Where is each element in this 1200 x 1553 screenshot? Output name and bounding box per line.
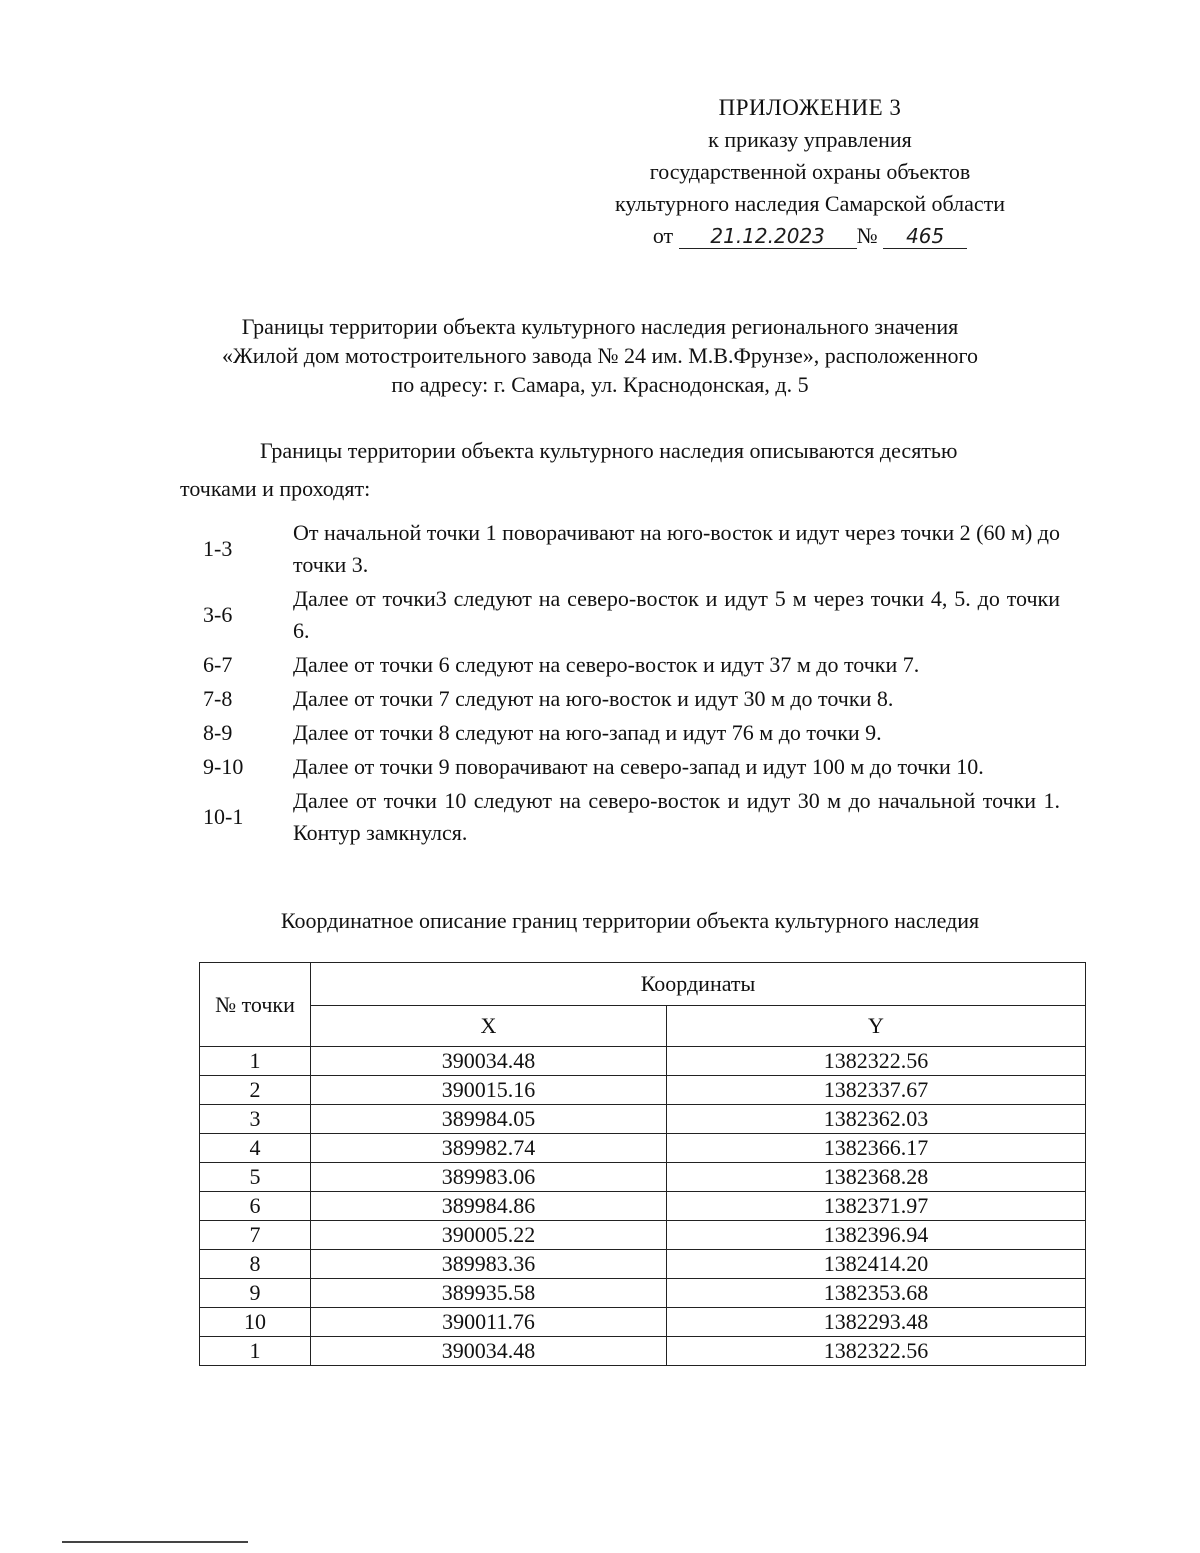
step-text: Далее от точки 7 следуют на юго-восток и идут 30 м до точки 8.	[293, 686, 894, 711]
cell-x: 389984.86	[311, 1192, 667, 1221]
cell-y: 1382414.20	[667, 1250, 1086, 1279]
appendix-title: ПРИЛОЖЕНИЕ 3	[718, 95, 902, 120]
step-code: 7-8	[203, 686, 233, 711]
header-coordinates: Координаты	[311, 963, 1086, 1006]
step-text: Далее от точки3 следуют на северо-восток и идут 5 м через точки 4, 5. до точки 6.	[293, 586, 1060, 643]
step-code: 8-9	[203, 720, 233, 745]
cell-point: 6	[200, 1192, 311, 1221]
cell-point: 9	[200, 1279, 311, 1308]
cell-y: 1382322.56	[667, 1047, 1086, 1076]
cell-point: 4	[200, 1134, 311, 1163]
cell-point: 1	[200, 1337, 311, 1366]
cell-point: 10	[200, 1308, 311, 1337]
table-row	[200, 1308, 1086, 1337]
cell-x: 389984.05	[311, 1105, 667, 1134]
step-code: 10-1	[203, 804, 244, 829]
document-title-line-3: по адресу: г. Самара, ул. Краснодонская, д. 5	[391, 372, 809, 397]
step-text: Далее от точки 9 поворачивают на северо-запад и идут 100 м до точки 10.	[293, 754, 984, 779]
cell-x: 390034.48	[311, 1047, 667, 1076]
table-row	[200, 1250, 1086, 1279]
cell-y: 1382293.48	[667, 1308, 1086, 1337]
cell-y: 1382353.68	[667, 1279, 1086, 1308]
step-code: 3-6	[203, 602, 233, 627]
cell-y: 1382337.67	[667, 1076, 1086, 1105]
intro-paragraph	[180, 432, 1075, 508]
cell-x: 389983.06	[311, 1163, 667, 1192]
header-x: X	[311, 1006, 667, 1047]
cell-x: 390015.16	[311, 1076, 667, 1105]
cell-point: 2	[200, 1076, 311, 1105]
step-text: Далее от точки 10 следуют на северо-восток и идут 30 м до начальной точки 1. Контур замкнулся.	[293, 788, 1060, 845]
from-label: от	[652, 223, 674, 248]
step-text: Далее от точки 8 следуют на юго-запад и идут 76 м до точки 9.	[293, 720, 882, 745]
cell-x: 390005.22	[311, 1221, 667, 1250]
table-row	[200, 1337, 1086, 1366]
step-code: 9-10	[203, 754, 244, 779]
intro-line-1: Границы территории объекта культурного наследия описываются десятью	[260, 438, 958, 463]
cell-point: 1	[200, 1047, 311, 1076]
step-code: 6-7	[203, 652, 233, 677]
cell-point: 8	[200, 1250, 311, 1279]
cell-point: 5	[200, 1163, 311, 1192]
table-subheader-row	[200, 1006, 1086, 1047]
coordinates-table	[199, 962, 1086, 1366]
table-row	[200, 1105, 1086, 1134]
table-row	[200, 1279, 1086, 1308]
boundary-step	[195, 785, 1060, 849]
table-row	[200, 1163, 1086, 1192]
boundary-step	[195, 517, 1060, 581]
boundary-step	[195, 717, 1060, 749]
scan-artifact-line	[62, 1541, 248, 1543]
number-label: №	[856, 223, 878, 248]
boundary-step	[195, 751, 1060, 783]
cell-y: 1382322.56	[667, 1337, 1086, 1366]
appendix-header	[560, 92, 1060, 252]
table-row	[200, 1076, 1086, 1105]
cell-x: 389935.58	[311, 1279, 667, 1308]
step-text: Далее от точки 6 следуют на северо-восток и идут 37 м до точки 7.	[293, 652, 920, 677]
cell-y: 1382362.03	[667, 1105, 1086, 1134]
document-title-line-2: «Жилой дом мотостроительного завода № 24 им. М.В.Фрунзе», расположенного	[222, 343, 978, 368]
header-y: Y	[667, 1006, 1086, 1047]
cell-y: 1382396.94	[667, 1221, 1086, 1250]
step-text: От начальной точки 1 поворачивают на юго-восток и идут через точки 2 (60 м) до точки 3.	[293, 520, 1060, 577]
step-code: 1-3	[203, 536, 233, 561]
table-row	[200, 1221, 1086, 1250]
table-row	[200, 1134, 1086, 1163]
boundary-step	[195, 649, 1060, 681]
order-date-number-line	[560, 220, 1060, 252]
table-row	[200, 1192, 1086, 1221]
cell-y: 1382366.17	[667, 1134, 1086, 1163]
header-line-2: государственной охраны объектов	[649, 159, 971, 184]
header-line-3: культурного наследия Самарской области	[614, 191, 1006, 216]
boundary-step	[195, 683, 1060, 715]
document-title	[150, 312, 1050, 399]
cell-point: 3	[200, 1105, 311, 1134]
boundary-step	[195, 583, 1060, 647]
table-row	[200, 1047, 1086, 1076]
handwritten-number: 465	[883, 224, 967, 249]
intro-line-2: точками и проходят:	[180, 476, 371, 501]
header-point-number: № точки	[200, 963, 311, 1047]
coordinates-caption: Координатное описание границ территории объекта культурного наследия	[280, 908, 980, 933]
boundary-steps-list	[195, 517, 1060, 851]
table-header-row	[200, 963, 1086, 1006]
document-title-line-1: Границы территории объекта культурного наследия регионального значения	[241, 314, 959, 339]
cell-point: 7	[200, 1221, 311, 1250]
header-line-1: к приказу управления	[708, 127, 912, 152]
handwritten-date: 21.12.2023	[679, 224, 857, 249]
cell-x: 389982.74	[311, 1134, 667, 1163]
cell-x: 389983.36	[311, 1250, 667, 1279]
cell-x: 390034.48	[311, 1337, 667, 1366]
cell-y: 1382371.97	[667, 1192, 1086, 1221]
cell-x: 390011.76	[311, 1308, 667, 1337]
cell-y: 1382368.28	[667, 1163, 1086, 1192]
